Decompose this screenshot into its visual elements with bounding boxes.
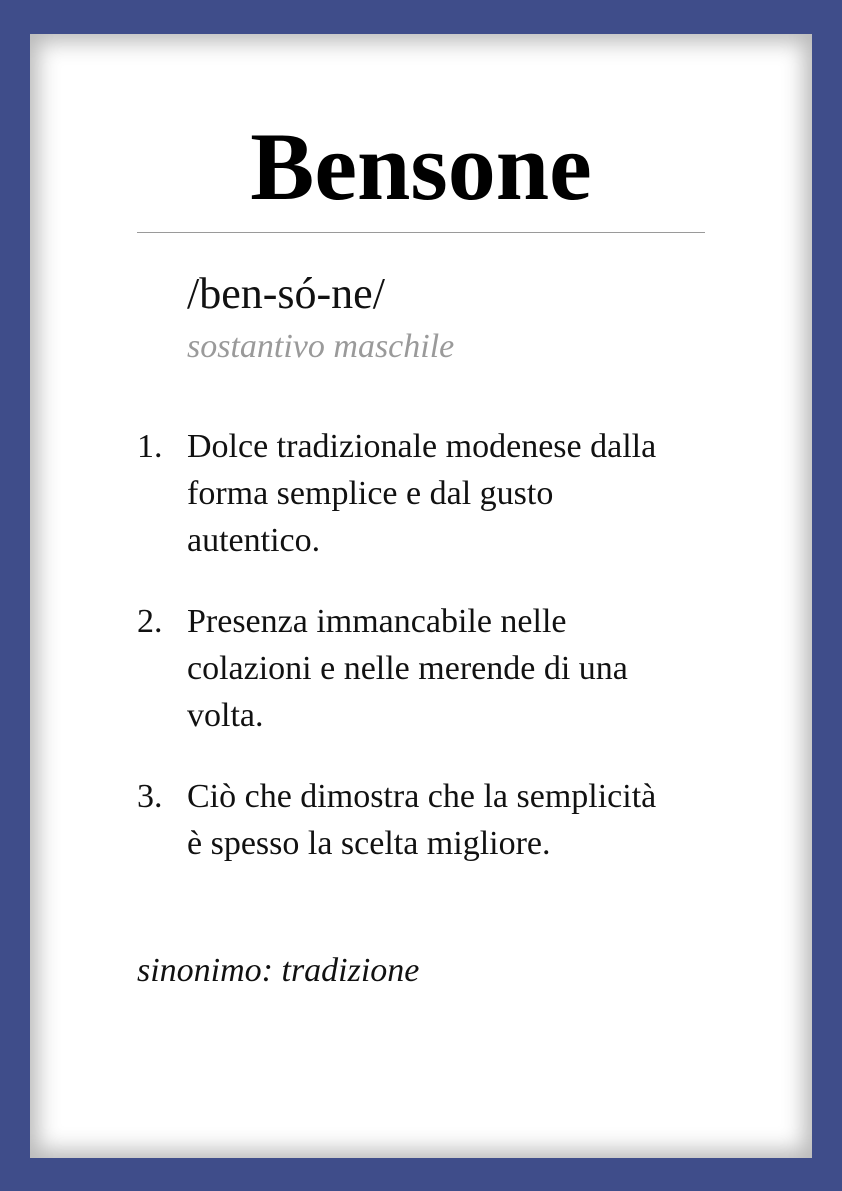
entry-title: Bensone [250, 113, 592, 220]
definition-item [137, 423, 677, 564]
synonym: sinonimo: tradizione [137, 952, 420, 989]
definition-text: Ciò che dimostra che la semplicità è spesso la scelta migliore. [187, 778, 657, 862]
definition-number: 3. [137, 778, 163, 815]
definition-item [137, 598, 677, 739]
definitions-list [137, 423, 677, 901]
part-of-speech: sostantivo maschile [187, 328, 455, 365]
definition-text: Dolce tradizionale modenese dalla forma semplice e dal gusto autentico. [187, 428, 657, 559]
title-divider [137, 232, 705, 233]
definition-number: 1. [137, 428, 163, 465]
definition-number: 2. [137, 603, 163, 640]
definition-text: Presenza immancabile nelle colazioni e nelle merende di una volta. [187, 603, 628, 734]
definition-item [137, 773, 677, 867]
pronunciation: /ben-só-ne/ [187, 269, 385, 318]
